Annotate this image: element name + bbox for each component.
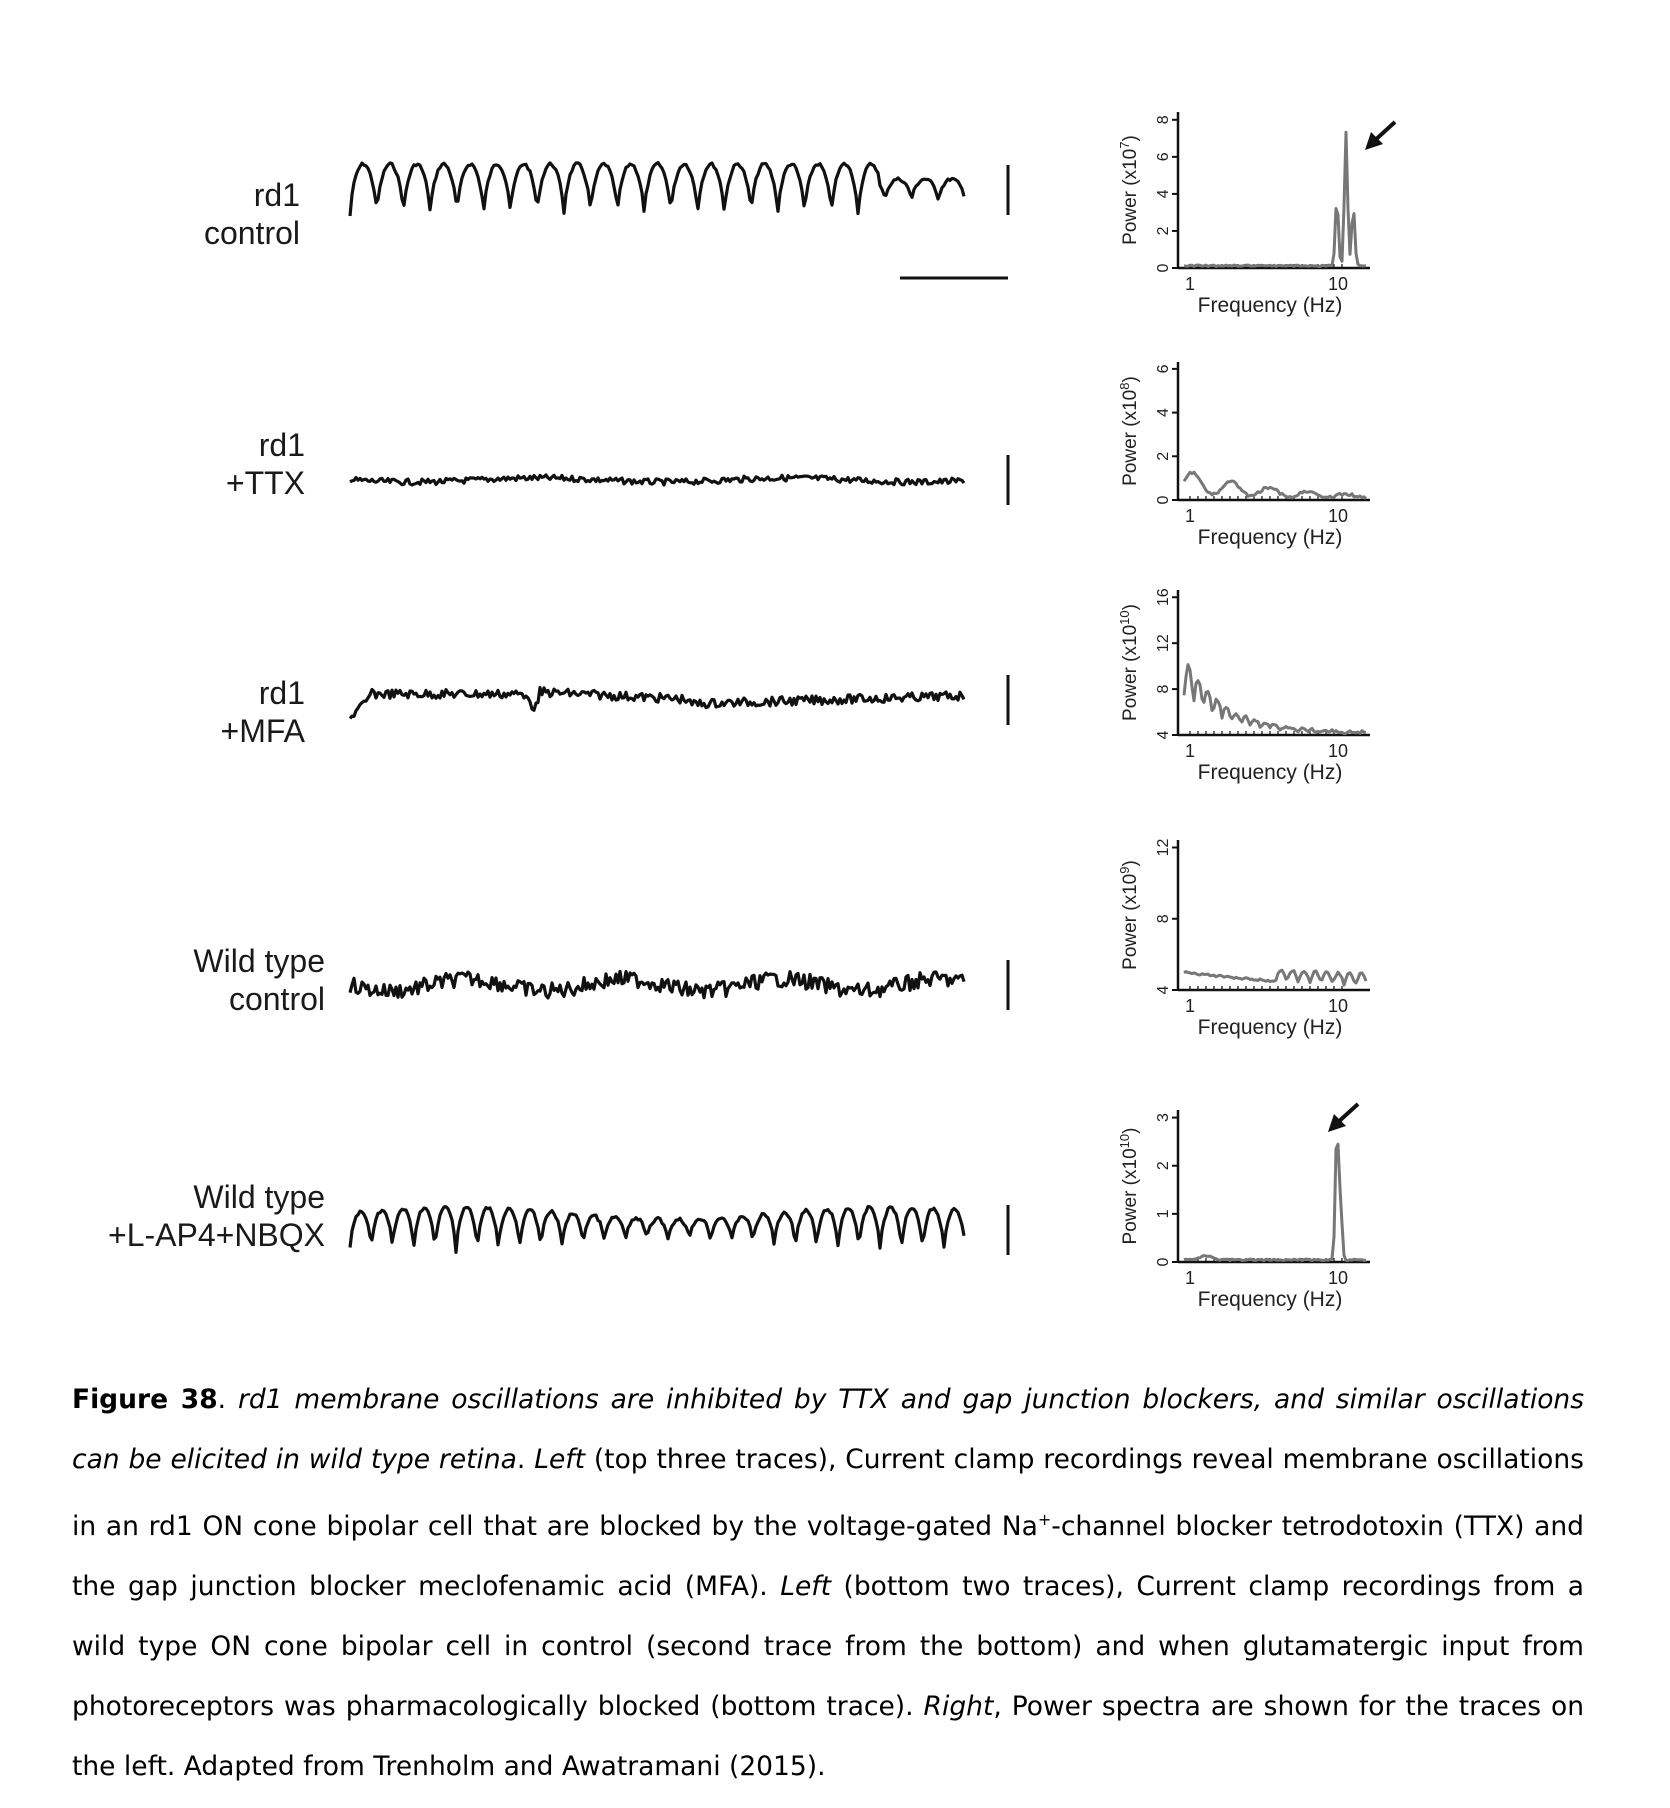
power-xtick-label-10-4: 10: [1327, 1268, 1349, 1288]
power-ylabel-1: Power $(x10^8)$: [1116, 376, 1141, 486]
power-ytick-label-2-2: 12: [1155, 634, 1173, 653]
power-ytick-label-4-2: 2: [1155, 1161, 1173, 1171]
condition-label-wt-control: Wild type control: [193, 943, 325, 1017]
power-ytick-label-2-1: 8: [1155, 684, 1173, 694]
power-ylabel-2: Power $(x10^{10})$: [1116, 604, 1141, 721]
power-ytick-label-0-3: 6: [1155, 152, 1173, 162]
voltage-trace-3: [350, 971, 964, 998]
power-xtick-label-1-2: 1: [1184, 741, 1196, 761]
power-ytick-label-3-0: 4: [1155, 985, 1173, 995]
power-spectrum-curve-0: [1184, 132, 1366, 266]
power-xlabel-0: Frequency (Hz): [1197, 294, 1343, 317]
power-ytick-label-0-1: 2: [1155, 226, 1173, 236]
caption-left-1: Left: [534, 1444, 585, 1475]
condition-label-wt-lap4-nbqx: Wild type +L-AP4+NBQX: [108, 1179, 325, 1253]
power-ytick-label-0-4: 8: [1155, 115, 1173, 125]
power-xtick-label-10-2: 10: [1327, 741, 1349, 761]
caption-title: rd1 membrane oscillations are inhibited by TTX and gap junction blockers, and similar oscillations can be elicited in wild type retina: [72, 1384, 1585, 1475]
condition-label-rd1-ttx: rd1 +TTX: [225, 427, 305, 501]
power-ytick-label-2-0: 4: [1155, 730, 1173, 740]
voltage-trace-1: [350, 475, 964, 485]
power-xtick-label-10-3: 10: [1327, 996, 1349, 1016]
power-ytick-label-4-0: 0: [1155, 1257, 1173, 1267]
power-xtick-label-1-3: 1: [1184, 996, 1196, 1016]
power-xtick-label-1-0: 1: [1184, 274, 1196, 294]
caption-superscript: +: [1037, 1510, 1052, 1529]
power-xtick-label-10-0: 10: [1327, 274, 1349, 294]
caption-left-2: Left: [780, 1570, 831, 1602]
power-xlabel-3: Frequency (Hz): [1197, 1016, 1343, 1039]
power-ytick-label-3-1: 8: [1155, 914, 1173, 924]
power-ylabel-4: Power $(x10^{10})$: [1116, 1127, 1141, 1245]
power-ytick-label-1-1: 2: [1155, 451, 1173, 461]
voltage-trace-0: [350, 163, 964, 216]
power-ytick-label-2-3: 16: [1155, 588, 1173, 607]
power-ytick-label-4-1: 1: [1155, 1209, 1173, 1219]
power-ylabel-0: Power $(x10^7)$: [1116, 135, 1141, 245]
caption-right: Right: [923, 1690, 994, 1722]
caption-text-3: (bottom two traces), Current clamp recordings from a wild type ON cone bipolar cell in control (second trace from the bottom) and when glutamatergic input from photoreceptors was pharmacologically blocked (bottom trace).: [72, 1570, 1584, 1722]
power-ytick-label-1-0: 0: [1155, 495, 1173, 505]
power-ytick-label-0-2: 4: [1155, 189, 1173, 199]
caption-text-4: , Power spectra are shown for the traces on the left. Adapted from Trenholm and Awatramani (2015).: [72, 1690, 1584, 1782]
power-xtick-label-1-1: 1: [1184, 506, 1196, 526]
power-ytick-label-0-0: 0: [1155, 263, 1173, 273]
power-ytick-label-1-2: 4: [1155, 408, 1173, 418]
power-xlabel-4: Frequency (Hz): [1197, 1288, 1343, 1311]
caption-text-2: -channel blocker tetrodotoxin (TTX) and the gap junction blocker meclofenamic acid (MFA).: [72, 1510, 1584, 1602]
power-xtick-label-1-4: 1: [1184, 1268, 1196, 1288]
power-ytick-label-3-2: 12: [1155, 838, 1173, 857]
figure-caption: Figure 38. rd1 membrane oscillations are inhibited by TTX and gap junction blockers, and similar oscillations can be elicited in wild type retina. Left (top three traces), Current clamp recordings reveal membrane oscillations in an rd1 ON cone bipolar cell that are blocked by the voltage-gated Na+-channel blocker tetrodotoxin (TTX) and the gap junction blocker meclofenamic acid (MFA). Left (bottom two traces), Current clamp recordings from a wild type ON cone bipolar cell in control (second trace from the bottom) and when glutamatergic input from photoreceptors was pharmacologically blocked (bottom trace). Right, Power spectra are shown for the traces on the left. Adapted from Trenholm and Awatramani (2015).: [72, 1384, 1585, 1782]
caption-text-1: (top three traces), Current clamp recordings reveal membrane oscillations in an rd1 ON cone bipolar cell that are blocked by the voltage-gated Na: [72, 1444, 1584, 1542]
power-spectrum-curve-4: [1184, 1144, 1366, 1260]
figure-number: Figure 38: [72, 1384, 218, 1415]
power-spectrum-curve-3: [1184, 970, 1366, 985]
power-spectrum-curve-2: [1184, 665, 1366, 734]
condition-label-rd1-control: rd1 control: [203, 177, 300, 251]
power-ytick-label-4-3: 3: [1155, 1113, 1173, 1123]
power-xlabel-2: Frequency (Hz): [1197, 761, 1343, 784]
power-xtick-label-10-1: 10: [1327, 506, 1349, 526]
power-ytick-label-1-3: 6: [1155, 364, 1173, 374]
condition-label-rd1-mfa: rd1 +MFA: [220, 675, 305, 749]
power-xlabel-1: Frequency (Hz): [1197, 526, 1343, 549]
power-ylabel-3: Power $(x10^9)$: [1116, 860, 1141, 970]
voltage-trace-4: [350, 1207, 964, 1253]
power-spectrum-curve-1: [1184, 472, 1366, 499]
voltage-trace-2: [350, 688, 964, 719]
